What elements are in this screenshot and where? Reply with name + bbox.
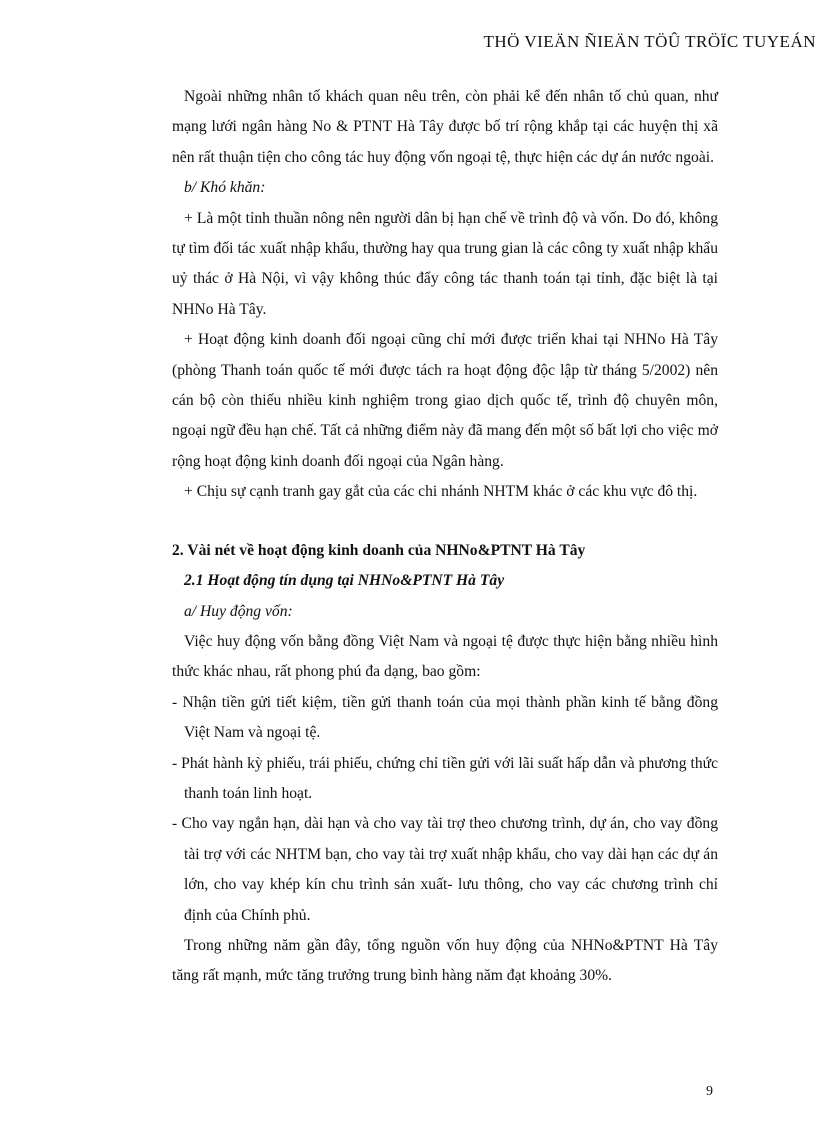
section-gap bbox=[172, 508, 718, 536]
page-number: 9 bbox=[706, 1084, 713, 1099]
huy-dong-item-3: - Cho vay ngắn hạn, dài hạn và cho vay tài trợ theo chương trình, dự án, cho vay đồng tài trợ với các NHTM bạn, cho vay tài trợ xuất nhập khẩu, cho vay dài hạn các dự án lớn, cho vay khép kín chu trình sản xuất- lưu thông, cho vay các chương trình chỉ định của Chính phủ. bbox=[172, 815, 718, 924]
huy-dong-item-1: - Nhận tiền gửi tiết kiệm, tiền gửi thanh toán của mọi thành phần kinh tế bằng đồng Việt Nam và ngoại tệ. bbox=[172, 693, 718, 742]
kho-khan-label: b/ Khó khăn: bbox=[184, 179, 266, 197]
huy-dong-item-2: - Phát hành kỳ phiếu, trái phiếu, chứng chỉ tiền gửi với lãi suất hấp dẫn và phương thức thanh toán linh hoạt. bbox=[172, 754, 718, 802]
paragraph-last: Trong những năm gần đây, tổng nguồn vốn huy động của NHNo&PTNT Hà Tây tăng rất mạnh, mức tăng trưởng trung bình hàng năm đạt khoảng 30%. bbox=[172, 936, 718, 985]
kho-khan-item-3: + Chịu sự cạnh tranh gay gắt của các chi nhánh NHTM khác ở các khu vực đô thị. bbox=[184, 483, 698, 501]
huy-dong-label: a/ Huy động vốn: bbox=[184, 602, 293, 620]
page-header: THÖ VIEÄN ÑIEÄN TÖÛ TRÖÏC TUYEÁN bbox=[483, 32, 816, 51]
kho-khan-item-1: + Là một tỉnh thuần nông nên người dân bị hạn chế về trình độ và vốn. Do đó, không tự tìm đối tác xuất nhập khẩu, thường hay qua trung gian là các công ty xuất nhập khẩu uỷ thác ở Hà Nội, vì vậy không thúc đẩy công tác thanh toán tại tỉnh, đặc biệt là tại NHNo Hà Tây. bbox=[172, 209, 718, 318]
kho-khan-item-2: + Hoạt động kinh doanh đối ngoại cũng chỉ mới được triển khai tại NHNo Hà Tây (phòng Thanh toán quốc tế mới được tách ra hoạt động độc lập từ tháng 5/2002) nên cán bộ còn thiếu nhiều kinh nghiệm trong giao dịch quốc tế, trình độ chuyên môn, ngoại ngữ đều hạn chế. Tất cả những điểm này đã mang đến một số bất lợi cho việc mở rộng hoạt động kinh doanh đối ngoại của Ngân hàng. bbox=[172, 331, 718, 470]
paragraph-intro: Ngoài những nhân tố khách quan nêu trên, còn phải kể đến nhân tố chủ quan, như mạng lưới ngân hàng No & PTNT Hà Tây được bố trí rộng khắp tại các huyện thị xã nên rất thuận tiện cho công tác huy động vốn ngoại tệ, thực hiện các dự án nước ngoài. bbox=[172, 88, 718, 166]
document-body bbox=[172, 82, 718, 992]
huy-dong-intro: Việc huy động vốn bằng đồng Việt Nam và ngoại tệ được thực hiện bằng nhiều hình thức khác nhau, rất phong phú đa dạng, bao gồm: bbox=[172, 632, 718, 681]
section-2-heading: 2. Vài nét về hoạt động kinh doanh của NHNo&PTNT Hà Tây bbox=[172, 541, 586, 559]
section-2-1-heading: 2.1 Hoạt động tín dụng tại NHNo&PTNT Hà Tây bbox=[184, 572, 505, 590]
